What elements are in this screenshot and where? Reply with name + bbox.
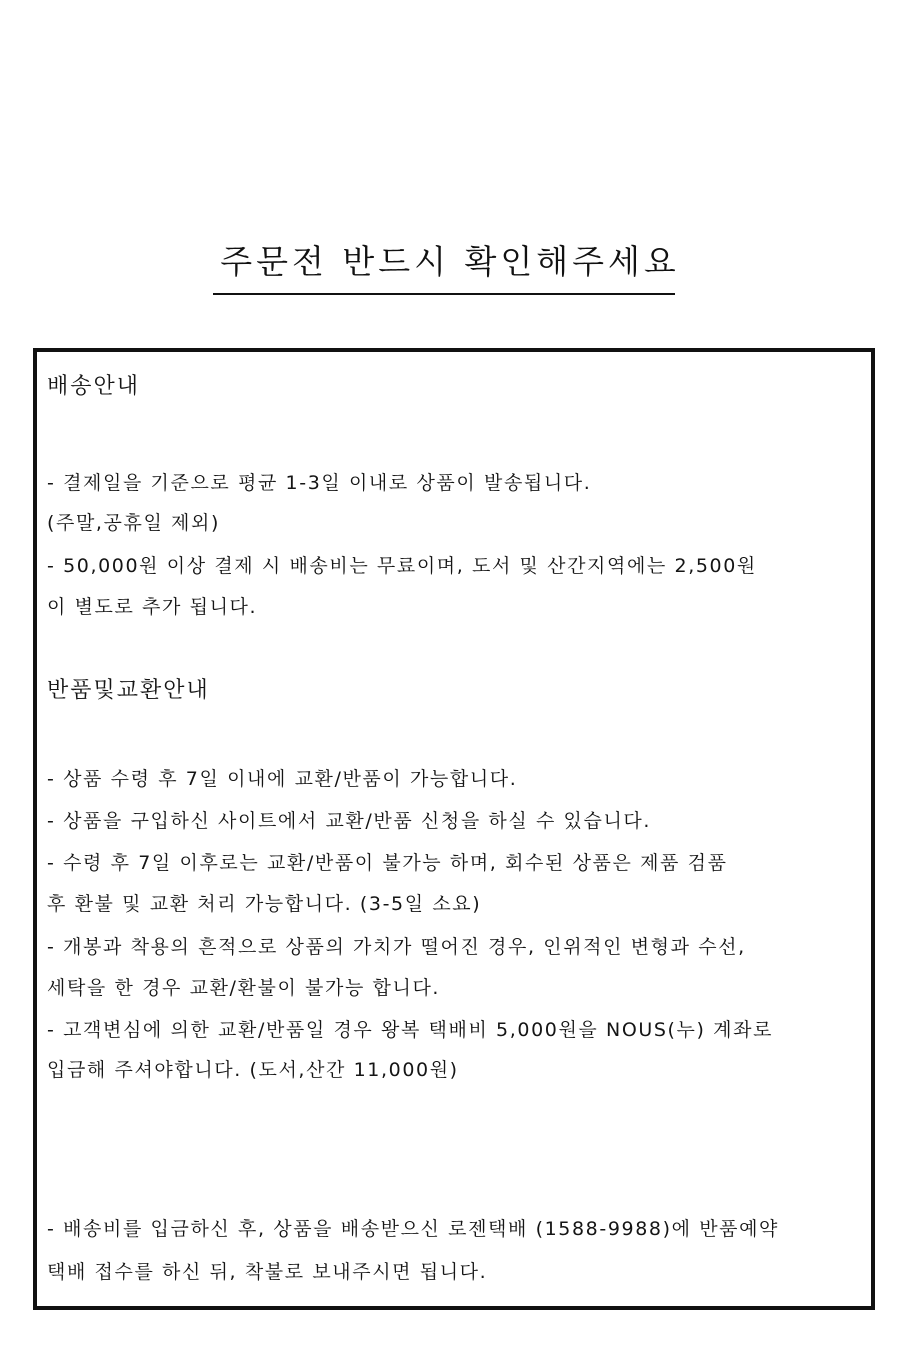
returns-line: 후 환불 및 교환 처리 가능합니다. (3-5일 소요) (47, 893, 482, 915)
procedure-line: 택배 접수를 하신 뒤, 착불로 보내주시면 됩니다. (47, 1261, 488, 1283)
shipping-line: - 50,000원 이상 결제 시 배송비는 무료이며, 도서 및 산간지역에는 2,500원 (47, 555, 757, 577)
page-title: 주문전 반드시 확인해주세요 (220, 242, 680, 281)
returns-line: - 수령 후 7일 이후로는 교환/반품이 불가능 하며, 회수된 상품은 제품 검품 (47, 852, 728, 874)
shipping-line: 이 별도로 추가 됩니다. (47, 596, 258, 618)
shipping-line: - 결제일을 기준으로 평균 1-3일 이내로 상품이 발송됩니다. (47, 472, 592, 494)
notice-box (33, 348, 875, 1310)
title-underline (213, 293, 675, 295)
shipping-line: (주말,공휴일 제외) (47, 512, 220, 534)
returns-heading: 반품및교환안내 (47, 678, 210, 703)
procedure-line: - 배송비를 입금하신 후, 상품을 배송받으신 로젠택배 (1588-9988)에 반품예약 (47, 1218, 780, 1240)
shipping-heading: 배송안내 (47, 374, 141, 399)
returns-line: 입금해 주셔야합니다. (도서,산간 11,000원) (47, 1059, 459, 1081)
returns-line: - 상품을 구입하신 사이트에서 교환/반품 신청을 하실 수 있습니다. (47, 810, 652, 832)
returns-line: 세탁을 한 경우 교환/환불이 불가능 합니다. (47, 977, 441, 999)
returns-line: - 개봉과 착용의 흔적으로 상품의 가치가 떨어진 경우, 인위적인 변형과 수선, (47, 936, 746, 958)
returns-line: - 고객변심에 의한 교환/반품일 경우 왕복 택배비 5,000원을 NOUS(누) 계좌로 (47, 1019, 774, 1041)
returns-line: - 상품 수령 후 7일 이내에 교환/반품이 가능합니다. (47, 768, 518, 790)
